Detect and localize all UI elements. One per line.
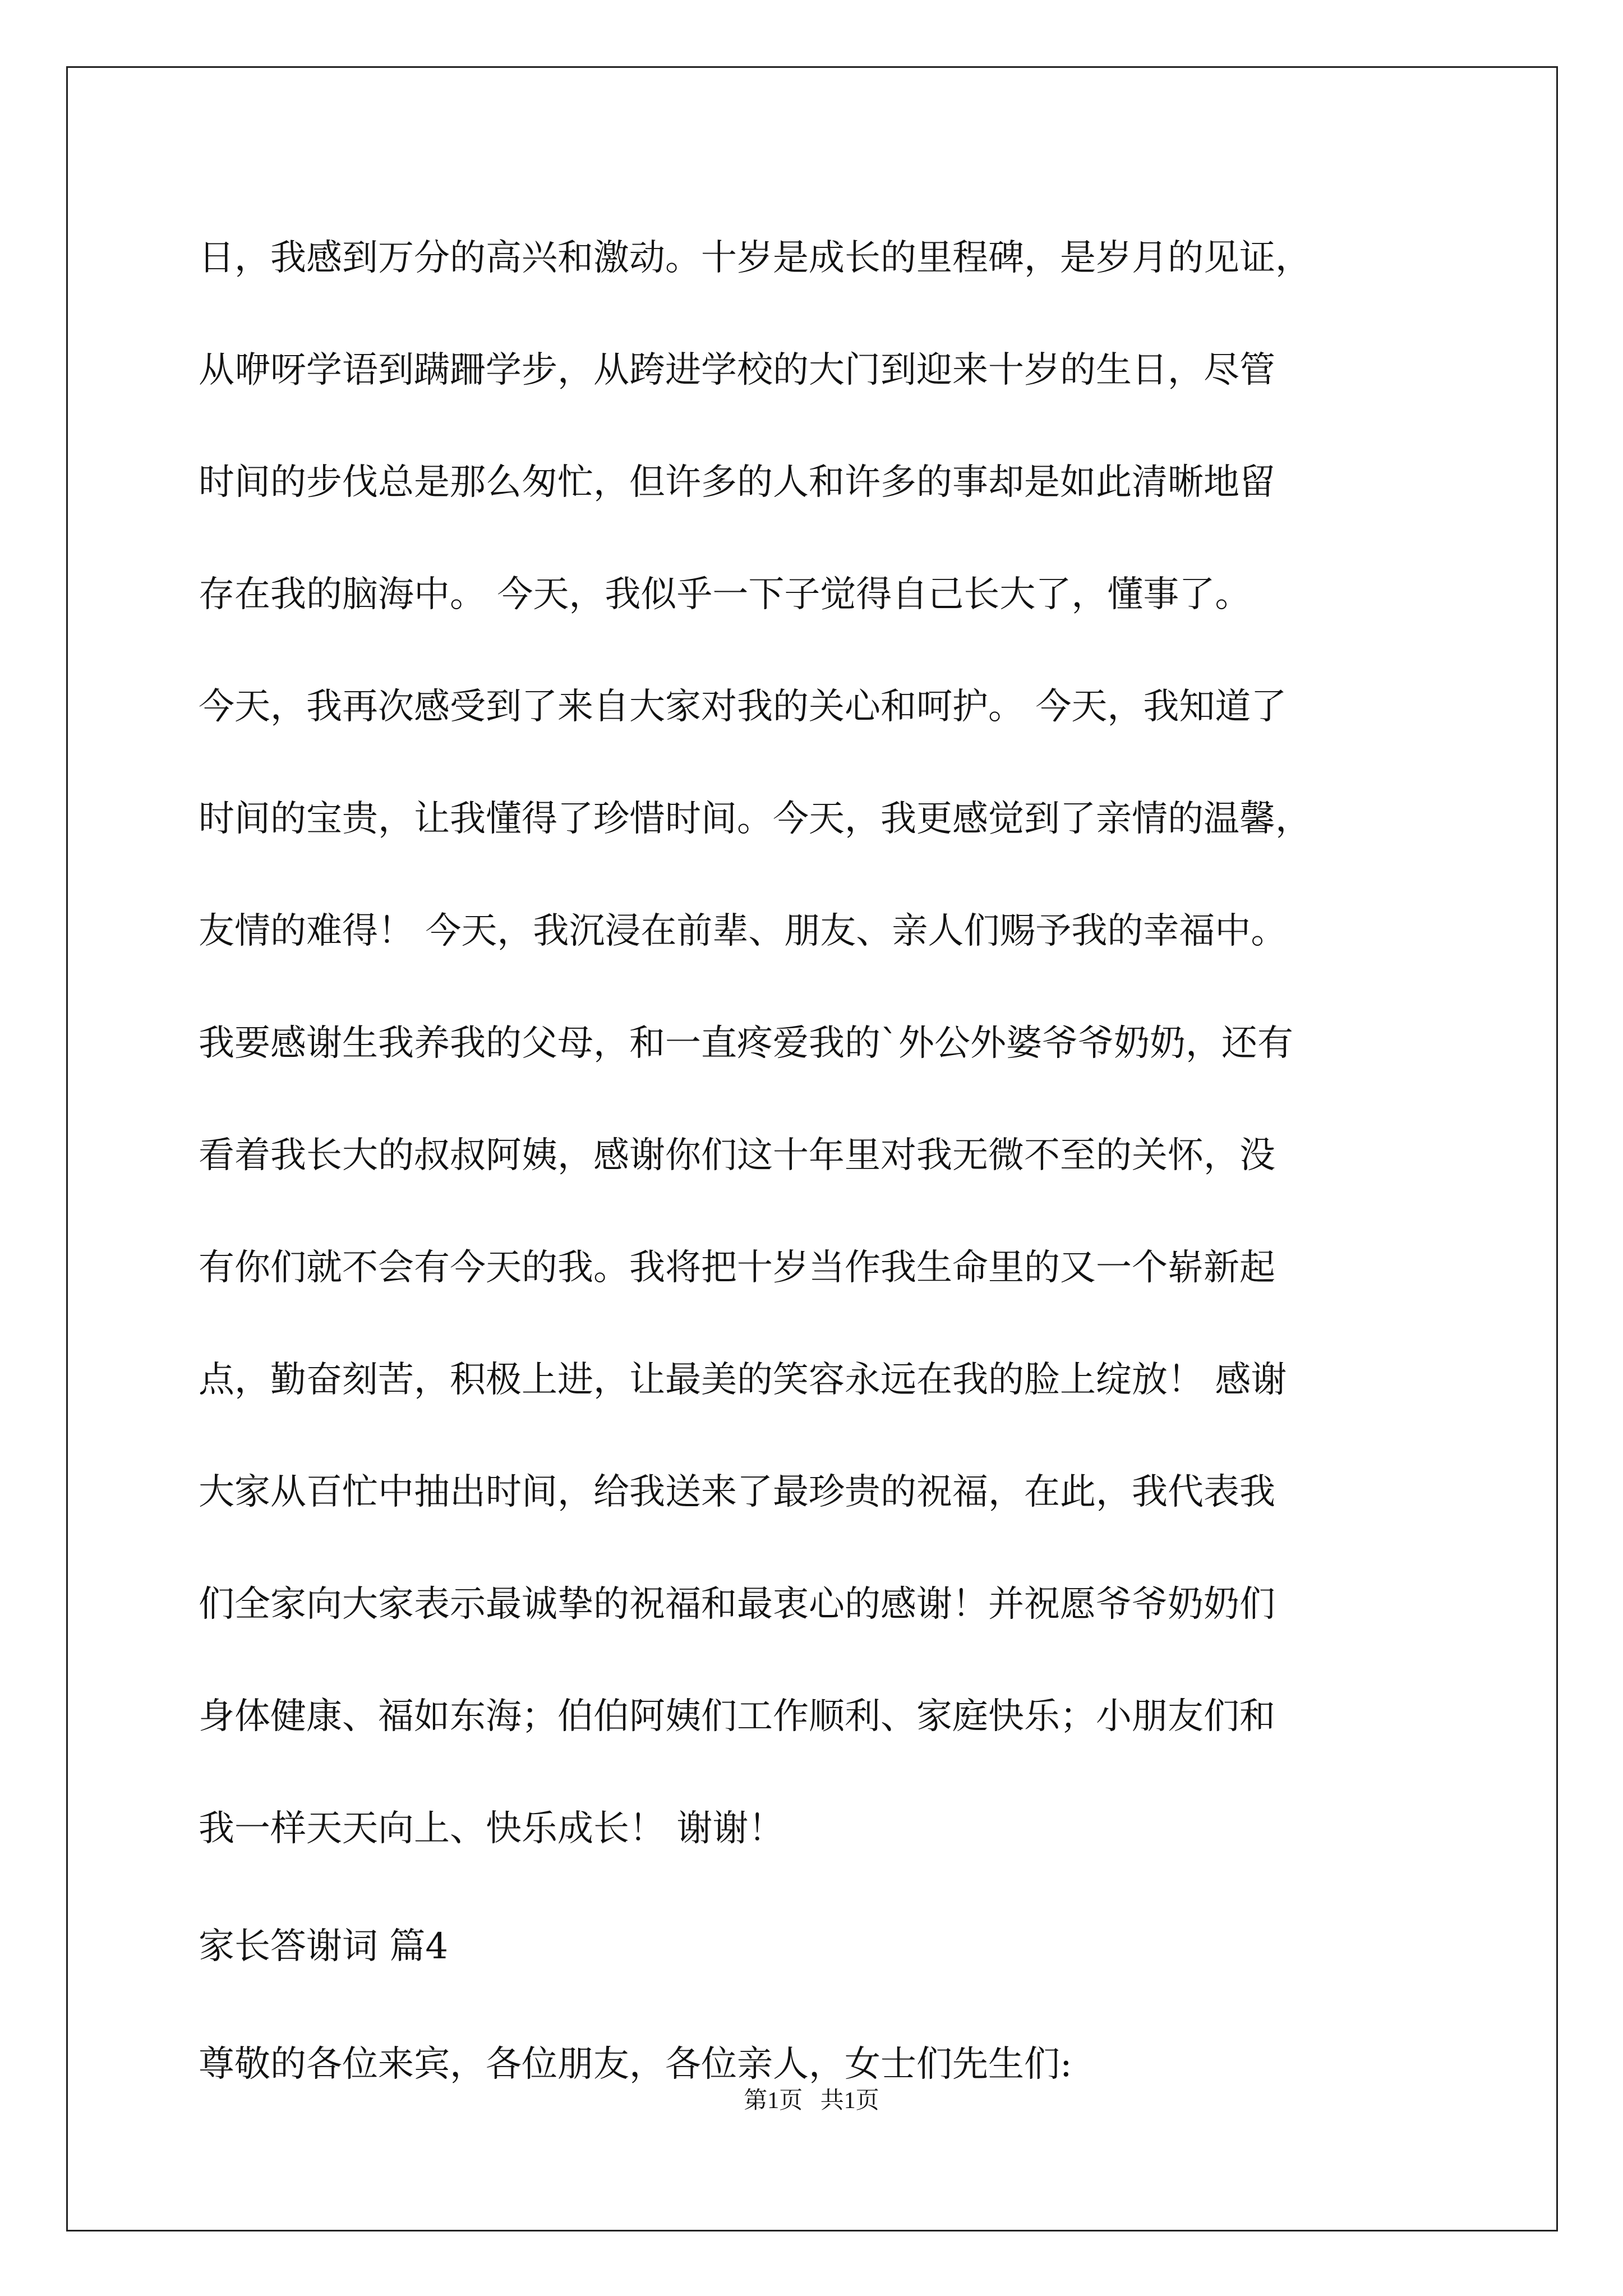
- document-body: [199, 202, 1432, 2120]
- paragraph-line: 看着我长大的叔叔阿姨，感谢你们这十年里对我无微不至的关怀，没: [199, 1135, 1275, 1176]
- paragraph-line: 从咿呀学语到蹒跚学步，从跨进学校的大门到迎来十岁的生日，尽管: [199, 349, 1275, 391]
- paragraph-line: 大家从百忙中抽出时间，给我送来了最珍贵的祝福，在此，我代表我: [199, 1471, 1275, 1513]
- salutation-line: 尊敬的各位来宾，各位朋友，各位亲人，女士们先生们:: [199, 2044, 1072, 2085]
- paragraph-line: 我要感谢生我养我的父母，和一直疼爱我的`外公外婆爷爷奶奶，还有: [199, 1023, 1293, 1064]
- paragraph-line: 友情的难得！ 今天，我沉浸在前辈、朋友、亲人们赐予我的幸福中。: [199, 910, 1287, 952]
- paragraph-line: 们全家向大家表示最诚挚的祝福和最衷心的感谢！并祝愿爷爷奶奶们: [199, 1584, 1275, 1625]
- paragraph-line: 存在我的脑海中。 今天，我似乎一下子觉得自己长大了，懂事了。: [199, 574, 1251, 615]
- section-heading: 家长答谢词 篇4: [199, 1926, 449, 1967]
- paragraph-line: 今天，我再次感受到了来自大家对我的关心和呵护。 今天，我知道了: [199, 686, 1287, 728]
- paragraph-line: 时间的宝贵，让我懂得了珍惜时间。今天，我更感觉到了亲情的温馨，: [199, 798, 1311, 840]
- paragraph-line: 有你们就不会有今天的我。我将把十岁当作我生命里的又一个崭新起: [199, 1247, 1275, 1289]
- paragraph-line: 日，我感到万分的高兴和激动。十岁是成长的里程碑，是岁月的见证，: [199, 237, 1311, 279]
- paragraph-line: 点，勤奋刻苦，积极上进，让最美的笑容永远在我的脸上绽放！ 感谢: [199, 1359, 1287, 1401]
- paragraph-line: 身体健康、福如东海；伯伯阿姨们工作顺利、家庭快乐；小朋友们和: [199, 1696, 1275, 1737]
- paragraph-line: 时间的步伐总是那么匆忙，但许多的人和许多的事却是如此清晰地留: [199, 462, 1275, 503]
- paragraph-line: 我一样天天向上、快乐成长！ 谢谢！: [199, 1808, 785, 1849]
- page-footer: 第1页 共1页: [744, 2088, 879, 2114]
